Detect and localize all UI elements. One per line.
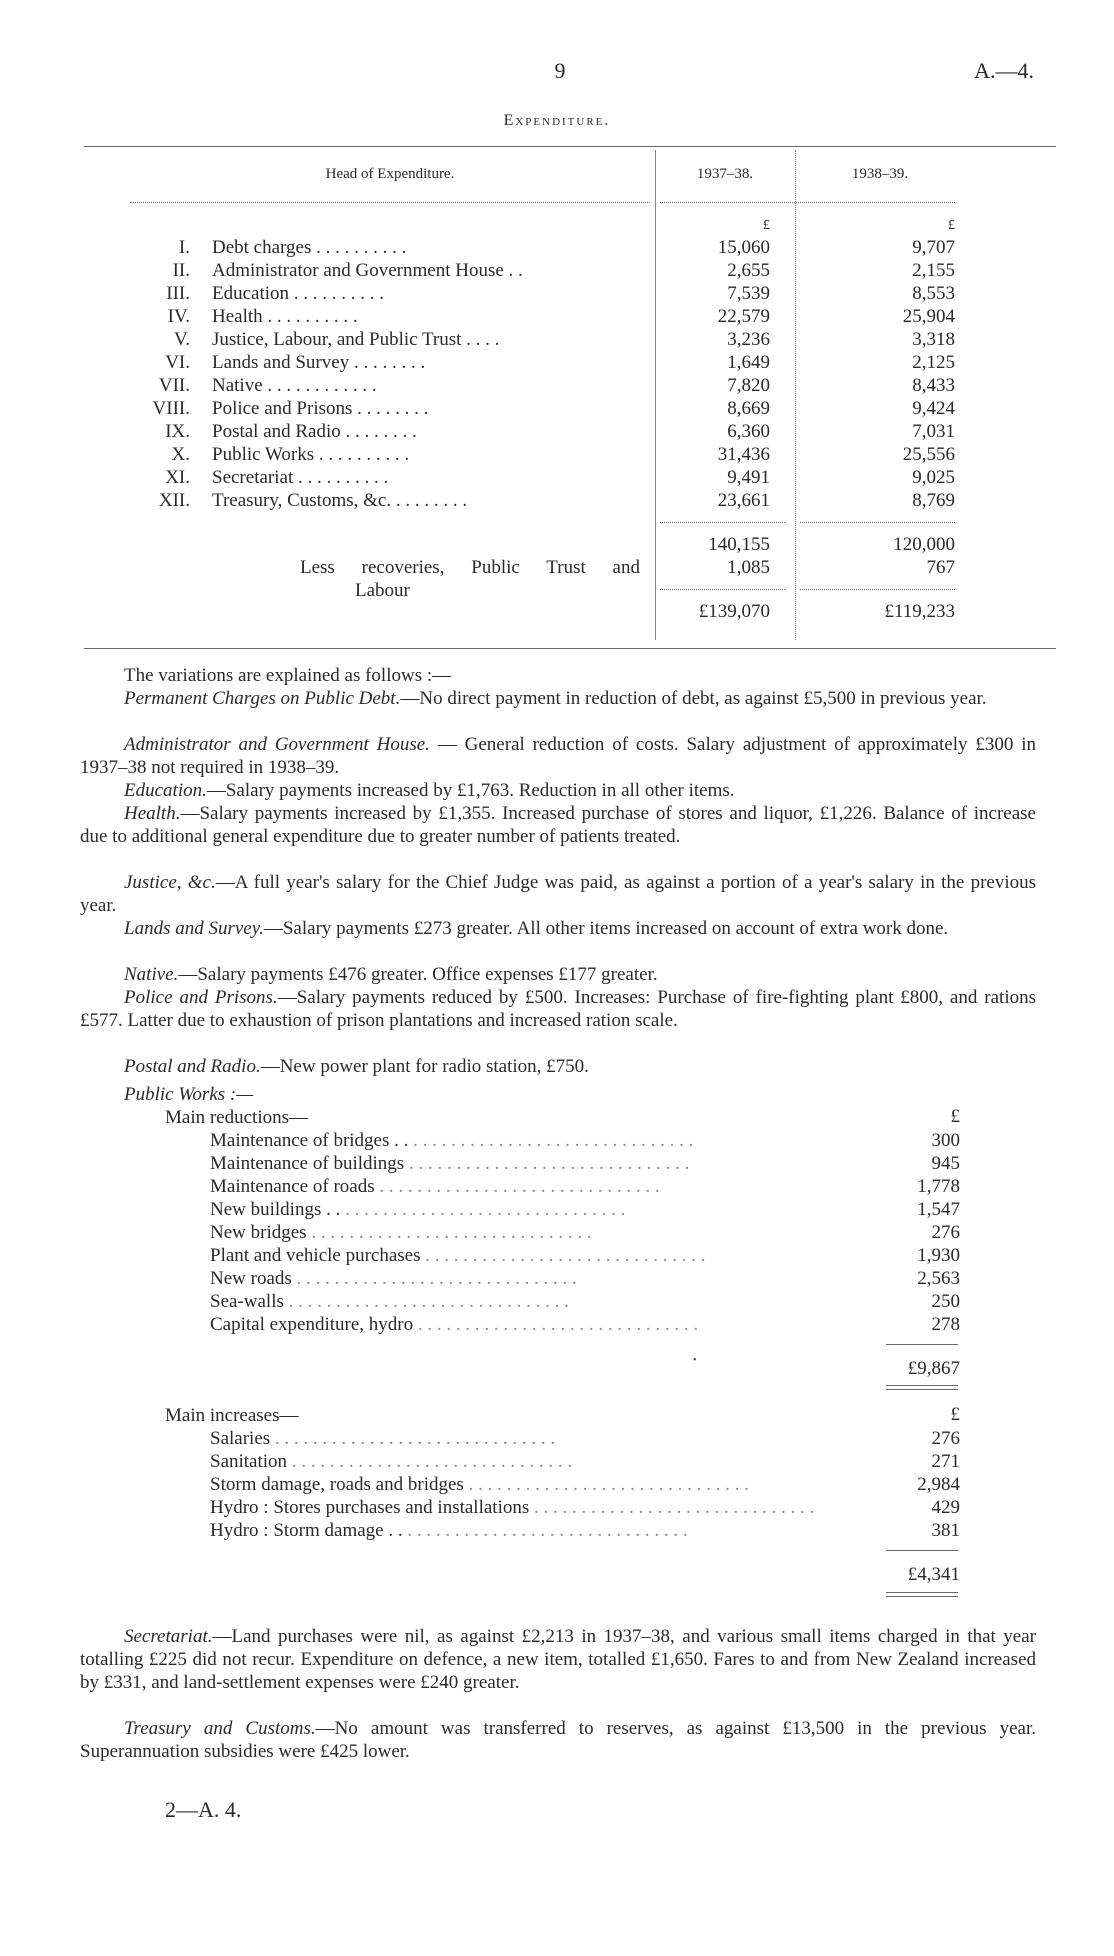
explanation-head: Administrator and Government House.: [124, 734, 430, 755]
line-item-text: Maintenance of roads: [210, 1176, 375, 1197]
total-1937: £139,070: [698, 601, 770, 622]
closing-head: Secretariat.: [124, 1626, 213, 1647]
row-number: I.: [178, 237, 190, 258]
reductions-unit: £: [950, 1106, 960, 1127]
row-value-1937: 8,669: [727, 398, 770, 419]
row-head: Treasury, Customs, &c. . . . . . . . .: [212, 490, 468, 511]
header-underline-values: [660, 202, 955, 203]
explanation-head: Permanent Charges on Public Debt.: [124, 688, 401, 709]
line-item-label: [210, 1221, 890, 1244]
row-value-1937: 1,649: [727, 352, 770, 373]
line-item: [0, 1267, 1114, 1290]
leader-dots: . . . . . . . . . . . . . . . . . . . . . . . . . . . . . .: [283, 1291, 569, 1312]
row-value-1937: 3,236: [727, 329, 770, 350]
row-number: II.: [172, 260, 190, 281]
row-value-1937: 15,060: [717, 237, 770, 258]
table-row: [0, 374, 1114, 397]
page-number: 9: [554, 58, 566, 83]
reductions-total: £9,867: [907, 1358, 960, 1379]
explanation-paragraph: [80, 963, 1036, 986]
line-item-text: Hydro : Storm damage . .: [210, 1520, 403, 1541]
line-item-text: Storm damage, roads and bridges: [210, 1474, 464, 1495]
line-item-amount: 250: [931, 1291, 960, 1312]
row-head: Native . . . . . . . . . . . .: [212, 375, 377, 396]
increases-total-rule: [886, 1550, 958, 1551]
table-row: [0, 489, 1114, 512]
total-1938: £119,233: [884, 601, 955, 622]
explanations-intro: [80, 664, 1036, 687]
column-header-1938: 1938–39.: [851, 166, 909, 182]
line-item: [0, 1198, 1114, 1221]
row-value-1937: 22,579: [717, 306, 770, 327]
row-value-1938: 8,553: [912, 283, 955, 304]
explanation-head: Police and Prisons.: [124, 987, 278, 1008]
explanation-paragraph: [80, 917, 1036, 940]
line-item-amount: 276: [931, 1222, 960, 1243]
row-value-1938: 9,707: [912, 237, 955, 258]
row-number: V.: [173, 329, 190, 350]
row-number: XII.: [158, 490, 190, 511]
explanation-text: —Salary payments increased by £1,763. Reduction in all other items.: [206, 780, 735, 801]
less-recoveries-label: Less recoveries, Public Trust and: [300, 557, 640, 578]
line-item: [0, 1152, 1114, 1175]
line-item: [0, 1496, 1114, 1519]
row-number: X.: [171, 444, 190, 465]
line-item-label: [210, 1290, 890, 1313]
line-item: [0, 1129, 1114, 1152]
leader-dots: . . . . . . . . . . . . . . . . . . . . . . . . . . . . . .: [420, 1245, 706, 1266]
line-item-label: [210, 1427, 890, 1450]
table-row: [0, 443, 1114, 466]
explanation-text: —Salary payments £273 greater. All other items increased on account of extra work done.: [263, 918, 949, 939]
row-head: Postal and Radio . . . . . . . .: [212, 421, 417, 442]
table-row: [0, 259, 1114, 282]
document-reference: A.—4.: [974, 58, 1034, 83]
line-item-amount: 1,930: [917, 1245, 960, 1266]
reductions-double-rule: [886, 1385, 958, 1390]
row-number: VI.: [165, 352, 190, 373]
leader-dots: . . . . . . . . . . . . . . . . . . . . . . . . . . . . . .: [340, 1199, 626, 1220]
row-number: VIII.: [152, 398, 190, 419]
closing-text: —No amount was transferred to reserves, as against £13,500 in the previous year. Superannuation subsidies were £425 lower.: [80, 1718, 1037, 1762]
closing-paragraph: [80, 1717, 1036, 1763]
line-item-text: Maintenance of buildings: [210, 1153, 405, 1174]
intro-text: The variations are explained as follows :—: [124, 665, 452, 686]
line-item-label: [210, 1129, 890, 1152]
row-head: Justice, Labour, and Public Trust . . . .: [212, 329, 500, 350]
line-item-text: Sanitation: [210, 1451, 288, 1472]
explanation-paragraph: [80, 687, 1036, 710]
line-item-label: [210, 1198, 890, 1221]
line-item-text: Capital expenditure, hydro: [210, 1314, 414, 1335]
line-item-text: Plant and vehicle purchases: [210, 1245, 421, 1266]
leader-dots: . . . . . . . . . . . . . . . . . . . . . . . . . . . . . .: [408, 1130, 694, 1151]
line-item-amount: 945: [931, 1153, 960, 1174]
explanation-text: —A full year's salary for the Chief Judge was paid, as against a portion of a year's salary in the previous year.: [80, 872, 1037, 916]
row-head: Public Works . . . . . . . . . .: [212, 444, 410, 465]
line-item-label: [210, 1450, 890, 1473]
row-number: IV.: [167, 306, 190, 327]
unit-1938: £: [948, 218, 955, 233]
table-top-rule: [84, 146, 1056, 147]
row-value-1938: 8,769: [912, 490, 955, 511]
table-row: [0, 305, 1114, 328]
row-value-1938: 7,031: [912, 421, 955, 442]
explanation-text: —Salary payments £476 greater. Office expenses £177 greater.: [178, 964, 658, 985]
row-value-1937: 9,491: [727, 467, 770, 488]
line-item: [0, 1473, 1114, 1496]
table-row: [0, 466, 1114, 489]
leader-dots: . . . . . . . . . . . . . . . . . . . . . . . . . . . . . .: [306, 1222, 592, 1243]
column-header-1937: 1937–38.: [696, 166, 754, 182]
explanation-paragraph: [80, 871, 1036, 917]
line-item-label: [210, 1175, 890, 1198]
reductions-total-rule: [886, 1344, 958, 1345]
table-row: [0, 397, 1114, 420]
line-item-amount: 1,547: [917, 1199, 960, 1220]
explanation-head: Native.: [124, 964, 179, 985]
leader-dots: . . . . . . . . . . . . . . . . . . . . . . . . . . . . . .: [287, 1451, 573, 1472]
explanation-head: Lands and Survey.: [124, 918, 264, 939]
subtotal-1937: 140,155: [708, 534, 770, 555]
table-row: [0, 236, 1114, 259]
row-value-1937: 6,360: [727, 421, 770, 442]
line-item: [0, 1313, 1114, 1336]
leader-dots: . . . . . . . . . . . . . . . . . . . . . . . . . . . . . .: [402, 1520, 688, 1541]
line-item: [0, 1519, 1114, 1542]
row-value-1938: 3,318: [912, 329, 955, 350]
row-head: Debt charges . . . . . . . . . .: [212, 237, 407, 258]
explanation-paragraph: [80, 733, 1036, 779]
explanation-text: —Salary payments reduced by £500. Increases: Purchase of fire-fighting plant £800, and rations £577. Latter due to exhaustion of prison plantations and increased ration scale.: [80, 987, 1036, 1031]
line-item-label: [210, 1519, 890, 1542]
subtotal-1938: 120,000: [893, 534, 955, 555]
unit-1937: £: [763, 218, 770, 233]
table-row: [0, 282, 1114, 305]
less-recoveries-label-cont: Labour: [355, 580, 410, 601]
row-value-1937: 7,539: [727, 283, 770, 304]
table-row: [0, 328, 1114, 351]
table-bottom-rule: [84, 648, 1056, 649]
line-item: [0, 1175, 1114, 1198]
closing-head: Treasury and Customs.: [124, 1718, 316, 1739]
explanation-head: Justice, &c.: [124, 872, 216, 893]
closing-text: —Land purchases were nil, as against £2,213 in 1937–38, and various small items charged in that year totalling £225 did not recur. Expenditure on defence, a new item, totalled £1,650. Fares to and from New Zealand increased by £331, and land-settlement expenses were £240 greater.: [80, 1626, 1036, 1693]
line-item-amount: 1,778: [917, 1176, 960, 1197]
row-head: Administrator and Government House . .: [212, 260, 523, 281]
section-title: Expenditure.: [503, 112, 611, 129]
main-reductions-label: Main reductions—: [165, 1107, 309, 1128]
line-item-amount: 300: [931, 1130, 960, 1151]
line-item-text: Salaries: [210, 1428, 271, 1449]
line-item: [0, 1427, 1114, 1450]
increases-double-rule: [886, 1592, 958, 1597]
row-value-1938: 2,125: [912, 352, 955, 373]
increases-unit: £: [950, 1404, 960, 1425]
row-number: III.: [166, 283, 190, 304]
explanation-head: Health.: [124, 803, 181, 824]
row-value-1937: 31,436: [717, 444, 770, 465]
leader-dots: . . . . . . . . . . . . . . . . . . . . . . . . . . . . . .: [404, 1153, 690, 1174]
line-item-amount: 276: [931, 1428, 960, 1449]
explanation-text: — General reduction of costs. Salary adjustment of approximately £300 in 1937–38 not required in 1938–39.: [80, 734, 1037, 778]
subtotal-rule-1937: [660, 522, 785, 523]
line-item-amount: 2,563: [917, 1268, 960, 1289]
line-item-amount: 271: [931, 1451, 960, 1472]
line-item-amount: 381: [931, 1520, 960, 1541]
explanation-text: —Salary payments increased by £1,355. Increased purchase of stores and liquor, £1,226. Balance of increase due to additional general expenditure due to greater number of patients treated.: [80, 803, 1036, 847]
row-value-1938: 25,904: [902, 306, 955, 327]
line-item-amount: 278: [931, 1314, 960, 1335]
line-item: [0, 1290, 1114, 1313]
row-number: VII.: [158, 375, 190, 396]
row-number: IX.: [165, 421, 190, 442]
line-item-text: Sea-walls: [210, 1291, 284, 1312]
explanation-paragraph: [80, 779, 1036, 802]
public-works-head: Public Works :—: [124, 1084, 254, 1105]
line-item: [0, 1450, 1114, 1473]
total-rule-1938: [800, 589, 955, 590]
main-increases-label: Main increases—: [165, 1405, 299, 1426]
leader-dots: . . . . . . . . . . . . . . . . . . . . . . . . . . . . . .: [413, 1314, 699, 1335]
footer-signature: 2—A. 4.: [165, 1797, 242, 1822]
header-underline: [130, 202, 650, 203]
row-head: Health . . . . . . . . . .: [212, 306, 358, 327]
row-value-1938: 8,433: [912, 375, 955, 396]
increases-total: £4,341: [907, 1564, 960, 1585]
line-item-amount: 429: [931, 1497, 960, 1518]
explanation-paragraph: [80, 1055, 1036, 1078]
explanation-paragraph: [80, 986, 1036, 1032]
line-item-amount: 2,984: [917, 1474, 960, 1495]
line-item-label: [210, 1473, 890, 1496]
row-value-1937: 7,820: [727, 375, 770, 396]
line-item-label: [210, 1244, 890, 1267]
explanation-head: Education.: [124, 780, 207, 801]
row-value-1938: 2,155: [912, 260, 955, 281]
table-row: [0, 351, 1114, 374]
explanation-paragraph: [80, 802, 1036, 848]
row-number: XI.: [165, 467, 190, 488]
explanation-text: —New power plant for radio station, £750.: [260, 1056, 589, 1077]
line-item-text: New bridges: [210, 1222, 307, 1243]
explanation-head: Postal and Radio.: [124, 1056, 261, 1077]
less-recoveries-1938: 767: [926, 557, 955, 578]
public-works-heading: [80, 1083, 1036, 1106]
line-item-label: [210, 1152, 890, 1175]
stray-mark: •: [693, 1355, 697, 1366]
row-value-1938: 25,556: [902, 444, 955, 465]
leader-dots: . . . . . . . . . . . . . . . . . . . . . . . . . . . . . .: [270, 1428, 556, 1449]
row-value-1937: 23,661: [717, 490, 770, 511]
table-row: [0, 420, 1114, 443]
line-item-label: [210, 1313, 890, 1336]
leader-dots: . . . . . . . . . . . . . . . . . . . . . . . . . . . . . .: [529, 1497, 815, 1518]
explanation-text: —No direct payment in reduction of debt, as against £5,500 in previous year.: [400, 688, 987, 709]
row-value-1938: 9,025: [912, 467, 955, 488]
line-item: [0, 1244, 1114, 1267]
line-item-text: Hydro : Stores purchases and installations: [210, 1497, 530, 1518]
leader-dots: . . . . . . . . . . . . . . . . . . . . . . . . . . . . . .: [463, 1474, 749, 1495]
line-item-text: Maintenance of bridges . .: [210, 1130, 409, 1151]
leader-dots: . . . . . . . . . . . . . . . . . . . . . . . . . . . . . .: [374, 1176, 660, 1197]
row-head: Police and Prisons . . . . . . . .: [212, 398, 429, 419]
line-item: [0, 1221, 1114, 1244]
line-item-label: [210, 1496, 890, 1519]
row-value-1937: 2,655: [727, 260, 770, 281]
leader-dots: . . . . . . . . . . . . . . . . . . . . . . . . . . . . . .: [291, 1268, 577, 1289]
row-head: Secretariat . . . . . . . . . .: [212, 467, 389, 488]
column-header-head: Head of Expenditure.: [325, 166, 455, 182]
row-head: Lands and Survey . . . . . . . .: [212, 352, 426, 373]
less-recoveries-1937: 1,085: [727, 557, 770, 578]
subtotal-rule-1938: [800, 522, 955, 523]
line-item-text: New roads: [210, 1268, 292, 1289]
closing-paragraph: [80, 1625, 1036, 1694]
row-head: Education . . . . . . . . . .: [212, 283, 385, 304]
line-item-text: New buildings . .: [210, 1199, 341, 1220]
total-rule-1937: [660, 589, 785, 590]
row-value-1938: 9,424: [912, 398, 955, 419]
line-item-label: [210, 1267, 890, 1290]
